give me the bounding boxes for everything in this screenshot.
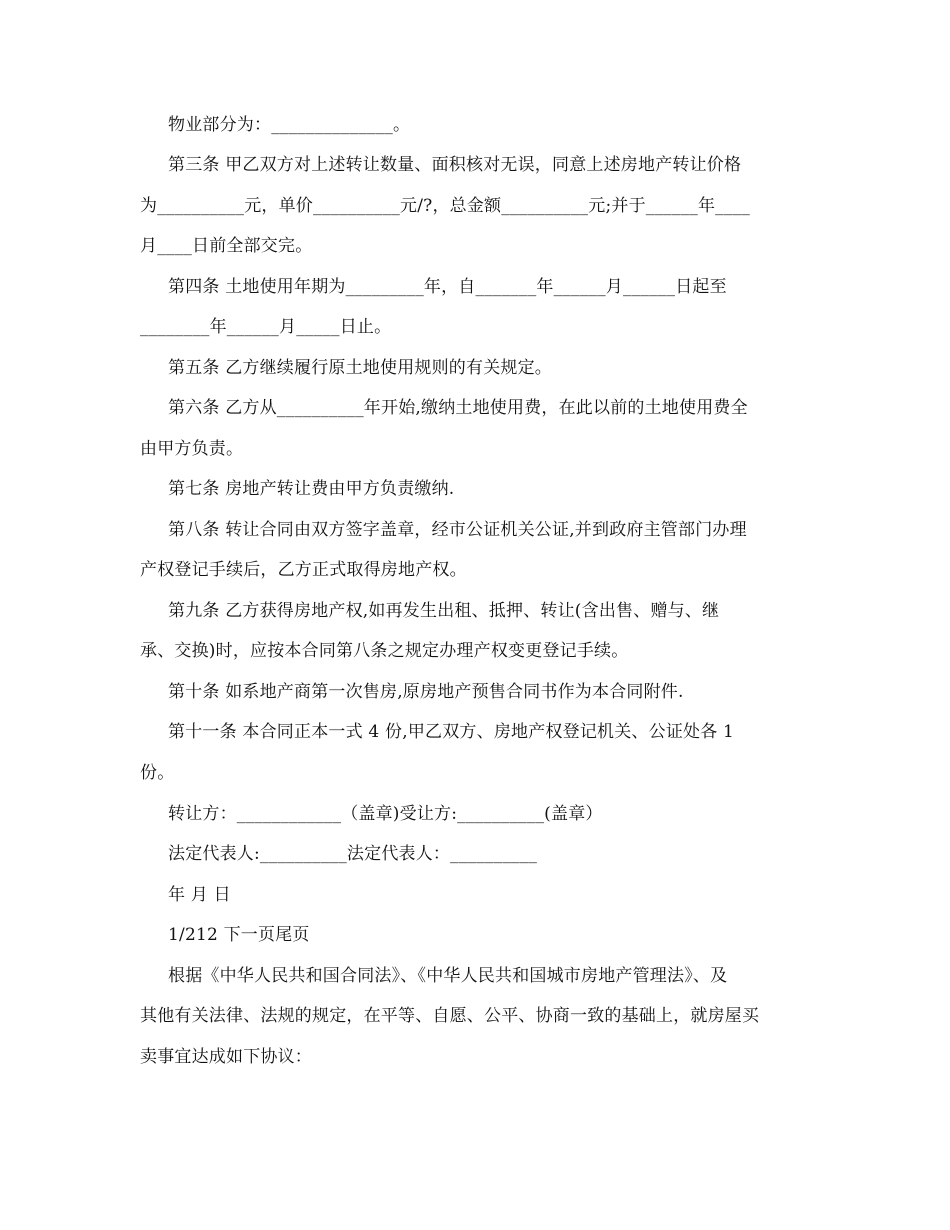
text-line: 卖事宜达成如下协议： — [140, 1047, 312, 1067]
text-line: 其他有关法律、法规的规定，在平等、自愿、公平、协商一致的基础上，就房屋买 — [140, 1006, 760, 1026]
text-line: 第四条 土地使用年期为_________年，自_______年______月______日起至 — [168, 277, 727, 297]
text-line: 法定代表人:__________法定代表人：__________ — [168, 844, 538, 864]
page-indicator: 1/212 下一页尾页 — [168, 925, 310, 945]
text-line: 为__________元，单价__________元/?，总金额__________元;并于______年____ — [140, 196, 750, 216]
text-line: 第十一条 本合同正本一式 4 份,甲乙双方、房地产权登记机关、公证处各 1 — [168, 722, 735, 742]
text-line: 承、交换)时，应按本合同第八条之规定办理产权变更登记手续。 — [140, 641, 629, 661]
text-line: 份。 — [140, 763, 175, 783]
text-line: 第八条 转让合同由双方签字盖章，经市公证机关公证,并到政府主管部门办理 — [168, 520, 747, 540]
text-line: ________年______月_____日止。 — [140, 317, 392, 337]
text-line: 年 月 日 — [168, 885, 231, 905]
text-line: 第十条 如系地产商第一次售房,原房地产预售合同书作为本合同附件. — [168, 682, 684, 702]
text-line: 月____日前全部交完。 — [140, 236, 313, 256]
text-line: 产权登记手续后，乙方正式取得房地产权。 — [140, 560, 467, 580]
text-line: 根据《中华人民共和国合同法》、《中华人民共和国城市房地产管理法》、及 — [168, 966, 728, 986]
text-line: 第九条 乙方获得房地产权,如再发生出租、抵押、转让(含出售、赠与、继 — [168, 601, 720, 621]
text-line: 转让方：____________（盖章)受让方:__________(盖章） — [168, 804, 603, 824]
text-line: 物业部分为：______________。 — [168, 115, 411, 135]
text-line: 第六条 乙方从__________年开始,缴纳土地使用费，在此以前的土地使用费全 — [168, 398, 748, 418]
text-line: 第五条 乙方继续履行原土地使用规则的有关规定。 — [168, 358, 553, 378]
text-line: 第三条 甲乙双方对上述转让数量、面积核对无误，同意上述房地产转让价格 — [168, 155, 742, 175]
text-line: 第七条 房地产转让费由甲方负责缴纳. — [168, 479, 455, 499]
text-line: 由甲方负责。 — [140, 439, 244, 459]
